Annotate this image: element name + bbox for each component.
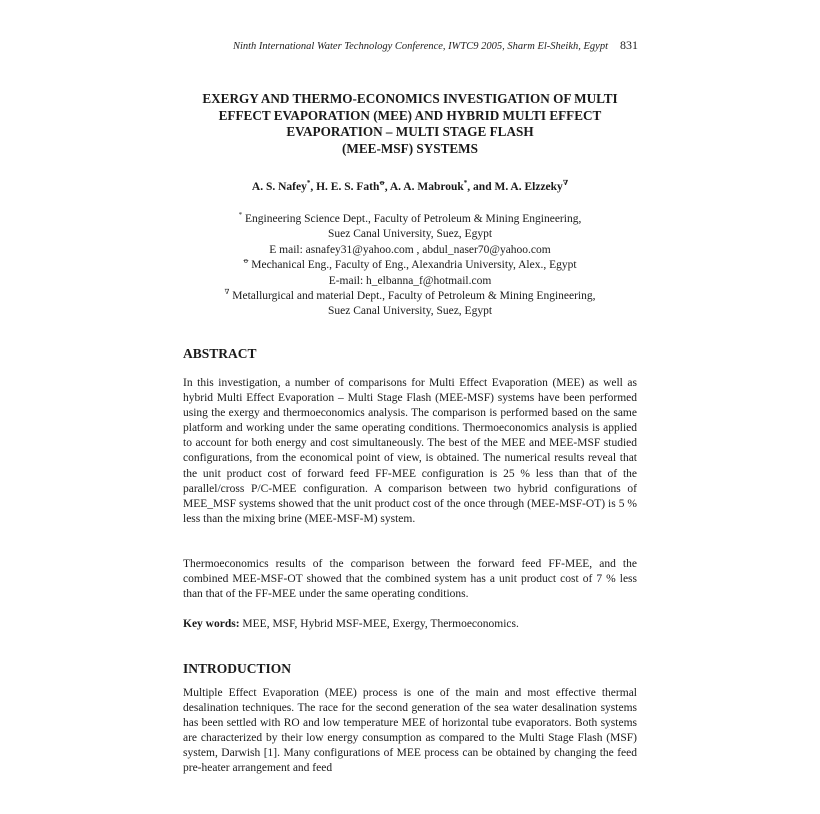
title-line: (MEE-MSF) SYSTEMS [342,140,478,156]
affiliation-line [140,289,680,304]
title-line: EVAPORATION – MULTI STAGE FLASH [286,124,534,139]
keywords-text: MEE, MSF, Hybrid MSF-MEE, Exergy, Thermoeconomics. [239,618,519,630]
running-title: Ninth International Water Technology Conference, IWTC9 2005, Sharm El-Sheikh, Egypt [232,41,608,52]
email-line: E mail: asnafey31@yahoo.com , abdul_naser70@yahoo.com [269,243,551,256]
author-name: , and M. A. Elzzeky [467,181,563,193]
affiliation-mark: * [238,211,243,220]
affiliation-text: Engineering Science Dept., Faculty of Petroleum & Mining Engineering, [242,213,582,225]
running-header [150,38,638,53]
abstract-paragraph: Thermoeconomics results of the comparison between the forward feed FF-MEE, and the combined MEE-MSF-OT showed that the combined system has a unit product cost of 7 % less than that of the FF-MEE under the same operating conditions. [183,558,637,601]
author-list [140,181,680,193]
affiliation-line [140,212,680,227]
affiliation-line: Suez Canal University, Suez, Egypt [327,228,493,241]
title-line: EFFECT EVAPORATION (MEE) AND HYBRID MULTI EFFECT [218,107,602,123]
email-line: E-mail: h_elbanna_f@hotmail.com [328,274,492,287]
affiliation-text: Metallurgical and material Dept., Faculty of Petroleum & Mining Engineering, [229,290,596,303]
affiliation-mark: ∇ [224,288,230,297]
introduction-heading: INTRODUCTION [183,661,292,676]
paper-title [140,91,680,157]
affiliation-mark: * [463,179,468,188]
introduction-paragraph: Multiple Effect Evaporation (MEE) process is one of the main and most effective thermal desalination techniques. The race for the second generation of the sea water desalination systems has been settled with RO and low temperature MEE of horizontal tube evaporators. Both systems are characterized by their low energy consumption as compared to the Multi Stage Flash (MSF) system, Darwish [1]. Many configurations of MEE process can be obtained by changing the feed pre-heater arrangement and feed [183,687,637,775]
keywords-line [183,617,637,632]
abstract-heading: ABSTRACT [183,346,257,361]
title-line: EXERGY AND THERMO-ECONOMICS INVESTIGATION OF MULTI [202,91,618,106]
affiliation-mark: ꝋ [379,179,385,188]
abstract-paragraph: In this investigation, a number of comparisons for Multi Effect Evaporation (MEE) as well as hybrid Multi Effect Evaporation – Multi Stage Flash (MEE-MSF) systems have been performed using the exergy and thermoeconomics analysis. The comparison is performed based on the same platform and working under the same operating conditions. Thermoeconomics analysis is applied to account for both energy and cost simultaneously. The best of the MEE and MEE-MSF studied configurations, from the economical point of view, is obtained. The numerical results reveal that the unit product cost of forward feed FF-MEE configuration is 25 % less than that of the parallel/cross P/C-MEE configuration. A comparison between two hybrid configurations of MEE_MSF systems showed that the unit product cost of the once through (MEE-MSF-OT) is 5 % less than the mixing brine (MEE-MSF-M) system. [183,377,637,525]
affiliation-line [140,258,680,273]
keywords-label: Key words: [183,618,240,630]
affiliation-line: Suez Canal University, Suez, Egypt [327,305,493,318]
affiliations [140,212,680,320]
author-name: A. S. Nafey [251,181,307,193]
affiliation-text: Mechanical Eng., Faculty of Eng., Alexandria University, Alex., Egypt [248,259,577,272]
affiliation-mark: ꝋ [243,257,249,266]
author-name: , H. E. S. Fath [310,181,380,193]
author-name: , A. A. Mabrouk [384,181,464,193]
affiliation-mark: ∇ [562,179,569,188]
affiliation-mark: * [306,179,311,188]
page-number: 831 [620,38,638,52]
